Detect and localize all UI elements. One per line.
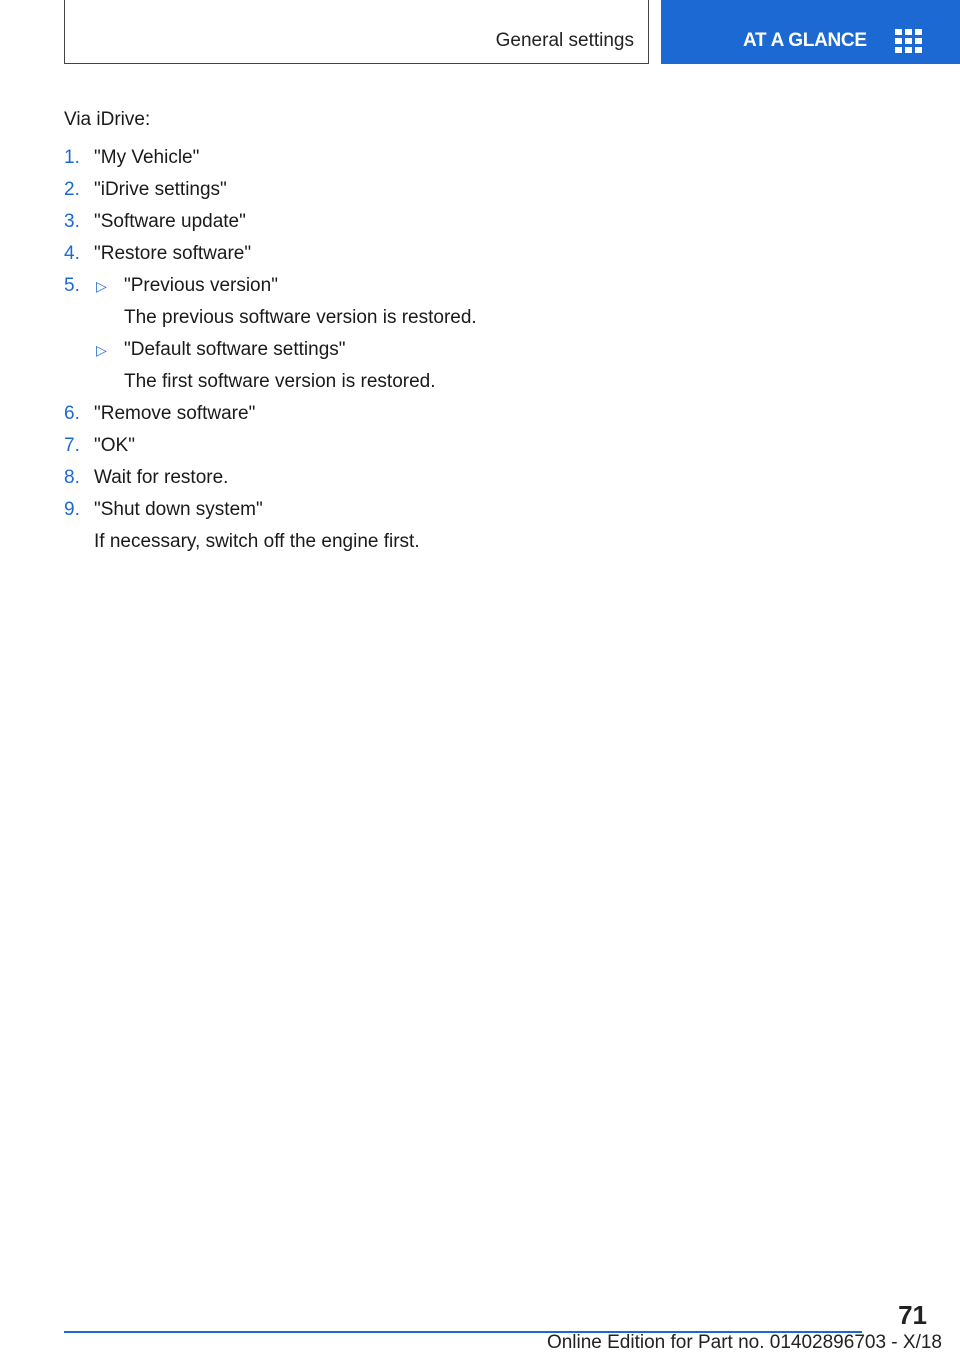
list-item — [64, 238, 624, 270]
list-item — [64, 494, 624, 558]
step-number: 1. — [64, 147, 80, 168]
step-text: Wait for restore. — [94, 467, 229, 488]
list-item — [64, 270, 624, 398]
list-item — [64, 142, 624, 174]
list-item — [64, 430, 624, 462]
step-text: "Shut down system" — [94, 499, 263, 520]
bullet-note: The first software version is restored. — [124, 371, 436, 392]
page-number: 71 — [898, 1300, 927, 1330]
step-number: 5. — [64, 275, 80, 296]
step-number: 7. — [64, 435, 80, 456]
step-text: "Software update" — [94, 211, 246, 232]
step-number: 9. — [64, 499, 80, 520]
step-text: "Restore software" — [94, 243, 252, 264]
triangle-bullet-icon: ▷ — [96, 342, 107, 358]
intro-text: Via iDrive: — [64, 109, 151, 130]
step-number: 3. — [64, 211, 80, 232]
bullet-text: "Previous version" — [124, 275, 278, 296]
edition-info: Online Edition for Part no. 01402896703 - X/18 — [546, 1332, 942, 1353]
triangle-bullet-icon: ▷ — [96, 278, 107, 294]
list-item — [64, 206, 624, 238]
list-item — [64, 398, 624, 430]
bullet-item — [94, 270, 624, 334]
step-text: "OK" — [94, 435, 135, 456]
chapter-tab-label: AT A GLANCE — [743, 30, 867, 51]
step-text: "My Vehicle" — [94, 147, 200, 168]
step-number: 6. — [64, 403, 80, 424]
grid-icon — [895, 29, 922, 53]
header-section-box — [64, 0, 649, 64]
list-item — [64, 462, 624, 494]
section-title: General settings — [495, 30, 634, 51]
bullet-text: "Default software settings" — [124, 339, 346, 360]
step-note: If necessary, switch off the engine first. — [94, 531, 420, 552]
bullet-item — [94, 334, 624, 398]
list-item — [64, 174, 624, 206]
step-text: "iDrive settings" — [94, 179, 227, 200]
step-text: "Remove software" — [94, 403, 256, 424]
chapter-tab[interactable] — [661, 0, 960, 64]
bullet-note: The previous software version is restored. — [124, 307, 477, 328]
step-number: 2. — [64, 179, 80, 200]
step-number: 8. — [64, 467, 80, 488]
step-number: 4. — [64, 243, 80, 264]
main-content — [64, 104, 624, 558]
